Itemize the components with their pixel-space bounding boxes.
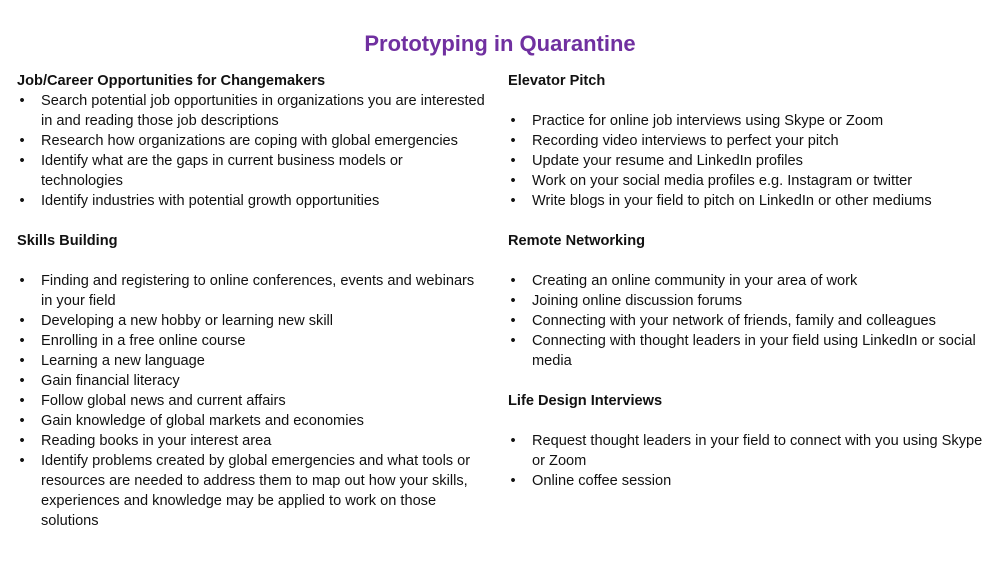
bullet-icon: • xyxy=(19,333,25,349)
bullet-icon: • xyxy=(19,193,25,209)
list-item xyxy=(508,191,988,211)
bullet-icon: • xyxy=(510,293,516,309)
bullet-icon: • xyxy=(19,153,25,169)
list-item xyxy=(17,351,487,371)
section-remote-networking xyxy=(508,231,988,371)
list-item xyxy=(508,431,988,471)
list-item-text: Recording video interviews to perfect your pitch xyxy=(532,133,839,149)
bullet-list xyxy=(508,431,988,491)
bullet-icon: • xyxy=(510,193,516,209)
bullet-icon: • xyxy=(510,313,516,329)
list-item-text: Connecting with thought leaders in your field using LinkedIn or social media xyxy=(532,333,976,369)
list-item xyxy=(17,151,487,191)
bullet-icon: • xyxy=(19,373,25,389)
bullet-icon: • xyxy=(510,153,516,169)
bullet-list xyxy=(508,111,988,211)
list-item-text: Update your resume and LinkedIn profiles xyxy=(532,153,803,169)
section-heading: Elevator Pitch xyxy=(508,73,606,89)
page-title: Prototyping in Quarantine xyxy=(364,31,636,56)
bullet-icon: • xyxy=(19,353,25,369)
right-column xyxy=(508,71,988,491)
bullet-list xyxy=(17,271,487,531)
bullet-icon: • xyxy=(510,433,516,449)
section-skills-building xyxy=(17,231,487,531)
section-elevator-pitch xyxy=(508,71,988,211)
bullet-icon: • xyxy=(510,473,516,489)
list-item xyxy=(17,371,487,391)
bullet-icon: • xyxy=(19,393,25,409)
list-item-text: Identify industries with potential growth opportunities xyxy=(41,193,380,209)
list-item-text: Connecting with your network of friends, family and colleagues xyxy=(532,313,936,329)
list-item xyxy=(17,271,487,311)
bullet-icon: • xyxy=(19,313,25,329)
list-item-text: Identify problems created by global emergencies and what tools or resources are needed to address them to map out how your skills, experiences and knowledge may be applied to work on those solutions xyxy=(41,453,471,529)
list-item-text: Finding and registering to online conferences, events and webinars in your field xyxy=(41,273,475,309)
bullet-list xyxy=(508,271,988,371)
list-item-text: Search potential job opportunities in organizations you are interested in and reading those job descriptions xyxy=(41,93,485,129)
section-heading: Job/Career Opportunities for Changemakers xyxy=(17,73,326,89)
bullet-icon: • xyxy=(19,133,25,149)
list-item xyxy=(17,131,487,151)
list-item-text: Work on your social media profiles e.g. Instagram or twitter xyxy=(532,173,913,189)
list-item-text: Research how organizations are coping with global emergencies xyxy=(41,133,458,149)
bullet-icon: • xyxy=(19,273,25,289)
bullet-icon: • xyxy=(510,133,516,149)
list-item xyxy=(508,471,988,491)
bullet-icon: • xyxy=(19,413,25,429)
list-item xyxy=(508,331,988,371)
list-item xyxy=(17,411,487,431)
list-item-text: Enrolling in a free online course xyxy=(41,333,246,349)
bullet-icon: • xyxy=(510,113,516,129)
bullet-icon: • xyxy=(510,333,516,349)
list-item-text: Learning a new language xyxy=(41,353,205,369)
list-item xyxy=(17,451,487,531)
list-item-text: Creating an online community in your area of work xyxy=(532,273,858,289)
bullet-icon: • xyxy=(19,453,25,469)
list-item xyxy=(17,91,487,131)
list-item-text: Request thought leaders in your field to connect with you using Skype or Zoom xyxy=(532,433,983,469)
list-item xyxy=(508,291,988,311)
section-heading: Remote Networking xyxy=(508,233,646,249)
list-item xyxy=(508,151,988,171)
list-item xyxy=(17,311,487,331)
list-item xyxy=(508,311,988,331)
bullet-icon: • xyxy=(510,273,516,289)
list-item-text: Gain knowledge of global markets and economies xyxy=(41,413,364,429)
list-item-text: Joining online discussion forums xyxy=(532,293,743,309)
list-item-text: Write blogs in your field to pitch on LinkedIn or other mediums xyxy=(532,193,932,209)
list-item-text: Practice for online job interviews using Skype or Zoom xyxy=(532,113,884,129)
list-item xyxy=(508,271,988,291)
list-item-text: Identify what are the gaps in current business models or technologies xyxy=(41,153,403,189)
list-item-text: Follow global news and current affairs xyxy=(41,393,286,409)
list-item-text: Gain financial literacy xyxy=(41,373,180,389)
bullet-icon: • xyxy=(510,173,516,189)
list-item xyxy=(17,191,487,211)
list-item xyxy=(508,131,988,151)
list-item xyxy=(508,111,988,131)
bullet-icon: • xyxy=(19,433,25,449)
bullet-list xyxy=(17,91,487,211)
list-item xyxy=(508,171,988,191)
list-item xyxy=(17,331,487,351)
list-item-text: Online coffee session xyxy=(532,473,672,489)
section-job-career xyxy=(17,71,487,211)
list-item xyxy=(17,391,487,411)
section-heading: Life Design Interviews xyxy=(508,393,663,409)
section-heading: Skills Building xyxy=(17,233,118,249)
list-item-text: Reading books in your interest area xyxy=(41,433,272,449)
list-item xyxy=(17,431,487,451)
list-item-text: Developing a new hobby or learning new skill xyxy=(41,313,334,329)
left-column xyxy=(17,71,487,531)
bullet-icon: • xyxy=(19,93,25,109)
section-life-design-interviews xyxy=(508,391,988,491)
